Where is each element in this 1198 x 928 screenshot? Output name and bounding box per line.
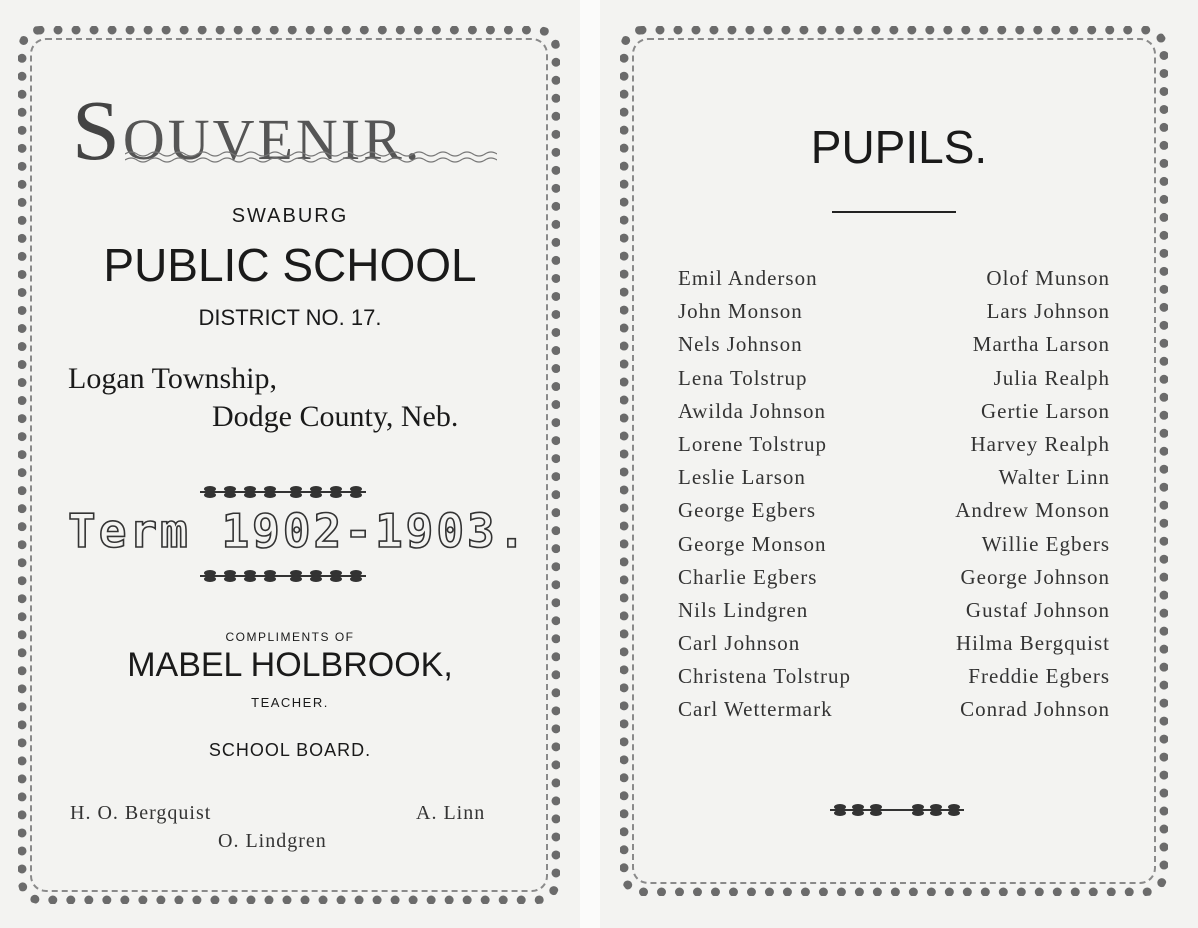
compliments-line: COMPLIMENTS OF bbox=[225, 630, 355, 644]
school-name: PUBLIC SCHOOL bbox=[103, 239, 477, 291]
pupil-name: Awilda Johnson bbox=[678, 398, 826, 423]
pupil-list-left bbox=[678, 262, 851, 727]
pupil-name: Nils Lindgren bbox=[678, 597, 809, 622]
pupil-name: Martha Larson bbox=[972, 332, 1110, 357]
pupil-name: Emil Anderson bbox=[678, 266, 818, 290]
souvenir-initial: S bbox=[72, 82, 123, 178]
souvenir-title bbox=[72, 80, 422, 180]
leaf-ornament-top bbox=[200, 484, 366, 500]
district-number: DISTRICT NO. 17. bbox=[198, 305, 382, 330]
pupil-name: Charlie Egbers bbox=[678, 564, 818, 589]
left-page bbox=[0, 0, 580, 928]
page-gutter bbox=[580, 0, 600, 928]
school-term: Term 1902-1903. bbox=[68, 504, 529, 558]
pupil-name: Olof Munson bbox=[986, 266, 1110, 290]
pupil-name: Carl Johnson bbox=[678, 631, 801, 656]
teacher-title: TEACHER. bbox=[251, 695, 329, 710]
pupil-name: Julia Realph bbox=[993, 365, 1110, 390]
pupil-name: George Johnson bbox=[960, 564, 1110, 589]
board-member: H. O. Bergquist bbox=[70, 802, 212, 824]
teacher-name: MABEL HOLBROOK, bbox=[127, 646, 453, 684]
pupil-name: George Monson bbox=[678, 531, 827, 556]
board-member: O. Lindgren bbox=[218, 830, 327, 852]
township-line: Logan Township, bbox=[68, 362, 278, 395]
leaf-ornament-footer bbox=[830, 802, 964, 818]
pupil-name: Lars Johnson bbox=[986, 299, 1110, 324]
pupil-name: Andrew Monson bbox=[955, 498, 1110, 523]
school-town: SWABURG bbox=[231, 205, 349, 227]
pupil-name: Walter Linn bbox=[998, 465, 1110, 490]
souvenir-rest: OUVENIR. bbox=[122, 107, 423, 172]
school-board-heading: SCHOOL BOARD. bbox=[208, 740, 372, 760]
pupil-name: Lorene Tolstrup bbox=[678, 431, 828, 456]
pupil-name: Christena Tolstrup bbox=[678, 664, 852, 689]
wavy-rule-ornament bbox=[125, 150, 497, 164]
right-page bbox=[600, 0, 1198, 928]
pupil-name: Conrad Johnson bbox=[960, 697, 1110, 722]
pupil-name: Gertie Larson bbox=[980, 398, 1110, 423]
pupil-name: John Monson bbox=[678, 299, 803, 324]
pupil-name: Nels Johnson bbox=[678, 332, 803, 357]
leaf-ornament-bottom bbox=[200, 568, 366, 584]
pupils-heading: PUPILS. bbox=[810, 121, 988, 173]
pupil-name: Hilma Bergquist bbox=[955, 631, 1110, 656]
pupil-name: Harvey Realph bbox=[970, 431, 1110, 456]
heading-rule bbox=[832, 211, 956, 213]
pupil-name: Gustaf Johnson bbox=[965, 597, 1110, 622]
county-line: Dodge County, Neb. bbox=[212, 400, 459, 433]
board-member: A. Linn bbox=[416, 802, 486, 824]
pupil-name: Willie Egbers bbox=[981, 531, 1110, 556]
pupil-name: Freddie Egbers bbox=[968, 664, 1110, 689]
pupil-name: George Egbers bbox=[678, 498, 816, 523]
pupil-name: Lena Tolstrup bbox=[678, 365, 808, 390]
pupil-name: Leslie Larson bbox=[678, 465, 806, 490]
pupil-name: Carl Wettermark bbox=[678, 697, 833, 722]
pupil-list-right bbox=[920, 262, 1110, 727]
